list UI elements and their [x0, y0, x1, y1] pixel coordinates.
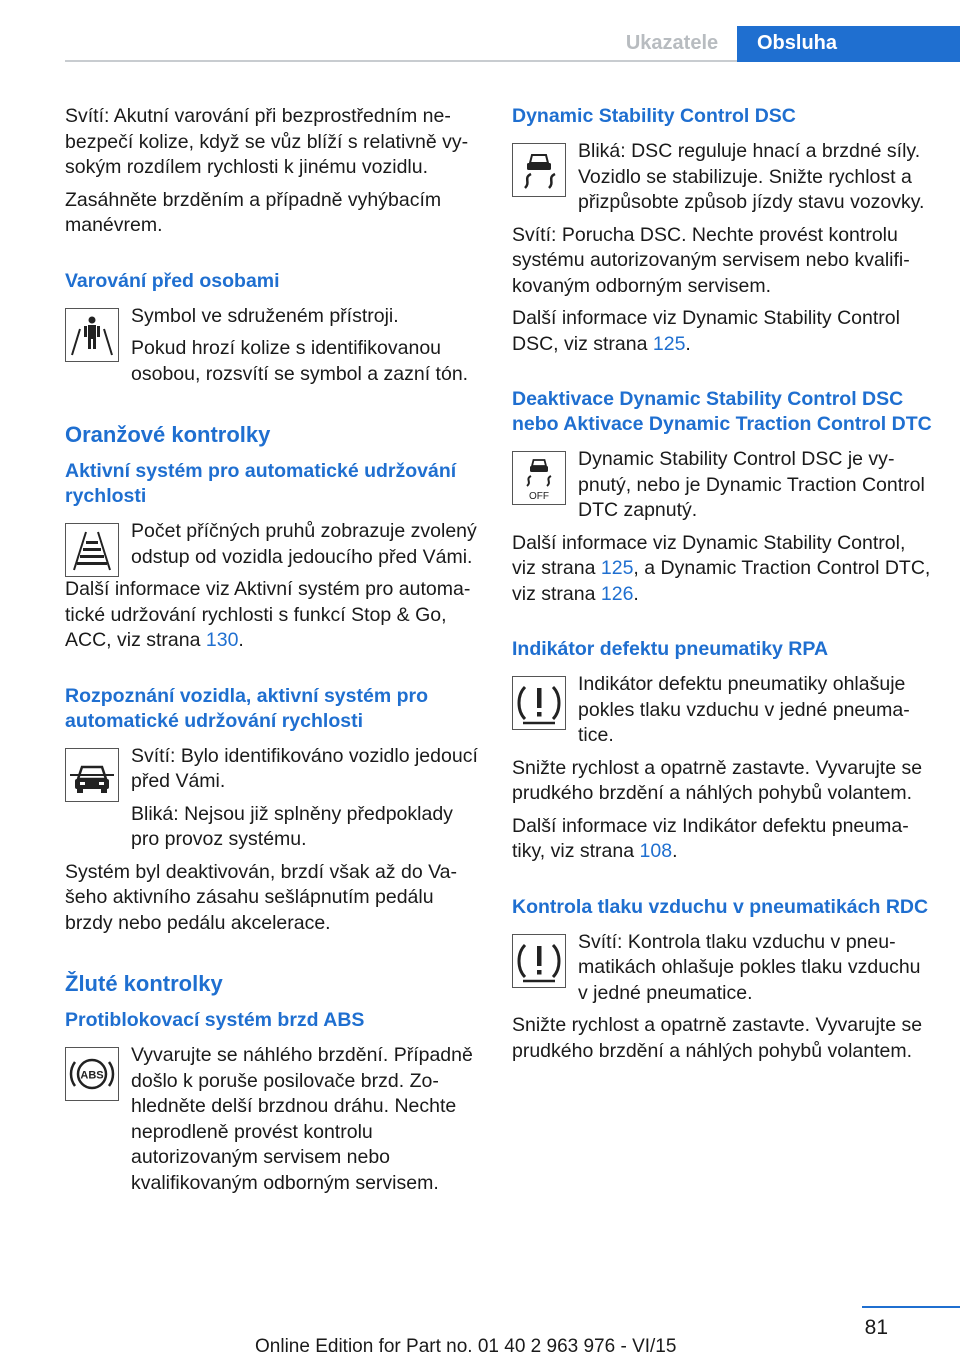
tire-warning-icon [512, 676, 566, 730]
warning-block [65, 744, 478, 937]
paragraph: Svítí: Bylo identifikováno vozidlo jedoucí před Vámi. [131, 744, 478, 792]
edition-footer: Online Edition for Part no. 01 40 2 963 976 - VI/15 [255, 1336, 677, 1357]
paragraph: Další informace viz Dynamic Stability Control, viz strana 125, a Dynamic Traction Control DTC, viz strana 126. [512, 531, 931, 605]
paragraph: Snižte rychlost a opatrně zastavte. Vyvarujte se prudkého brzdění a náhlých pohybů volantem. [512, 756, 923, 804]
abs-icon-text: ABS [80, 1069, 104, 1082]
warning-block [512, 672, 932, 865]
page-link[interactable]: 125 [652, 332, 686, 355]
right-column [512, 100, 932, 1071]
section-heading: Deaktivace Dynamic Stability Control DSC nebo Aktivace Dynamic Traction Control DTC [512, 388, 932, 435]
paragraph: Indikátor defektu pneumatiky ohlašuje pokles tlaku vzduchu v jedné pneumatice. [578, 673, 910, 746]
paragraph: Snižte rychlost a opatrně zastavte. Vyvarujte se prudkého brzdění a náhlých pohybů volantem. [512, 1014, 923, 1062]
paragraph: Vyvarujte se náhlého brzdění. Případně došlo k poruše posilovače brzd. Zohledněte delší brzdnou dráhu. Nechte neprodleně provést kontrolu autorizovaným servisem nebo kvalifikovaným odborným servisem. [131, 1044, 473, 1194]
pedestrian-warning-icon [65, 308, 119, 362]
tab-ukazatele[interactable]: Ukazatele [625, 32, 719, 54]
paragraph: Svítí: Akutní varování při bezprostředním nebezpečí kolize, když se vůz blíží s relativně vysokým rozdílem rychlosti k jinému vozidlu. [65, 105, 469, 178]
paragraph: Bliká: Nejsou již splněny předpoklady pro provoz systému. [131, 802, 453, 850]
section-heading: Rozpoznání vozidla, aktivní systém pro automatické udržování rychlosti [65, 684, 428, 732]
footer-rule [862, 1306, 960, 1308]
paragraph: Další informace viz Dynamic Stability Control DSC, viz strana 125. [512, 307, 900, 355]
page-link[interactable]: 126 [600, 582, 634, 605]
section-heading: Indikátor defektu pneumatiky RPA [512, 638, 829, 660]
tab-obsluha[interactable]: Obsluha [737, 26, 960, 62]
warning-block [65, 519, 478, 654]
paragraph: Systém byl deaktivován, brzdí však až do Vašeho aktivního zásahu sešlápnutím pedálu brzdy nebo pedálu akcelerace. [65, 860, 457, 934]
section-heading: Varování před osobami [65, 269, 280, 292]
warning-block [512, 139, 932, 357]
page-link[interactable]: 130 [205, 629, 239, 651]
paragraph: Další informace viz Aktivní systém pro automatické udržování rychlosti s funkcí Stop & Go, ACC, viz strana 130. [65, 578, 471, 651]
warning-block [512, 930, 932, 1065]
warning-block [65, 304, 478, 388]
section-heading: Aktivní systém pro automatické udržování rychlosti [65, 460, 457, 507]
paragraph: Symbol ve sdruženém přístroji. [131, 304, 399, 327]
paragraph: Počet příčných pruhů zobrazuje zvolený odstup od vozidla jedoucího před Vámi. [131, 520, 477, 568]
vehicle-detected-icon [65, 748, 119, 802]
dtc-icon-text: OFF [529, 491, 549, 502]
paragraph: Svítí: Porucha DSC. Nechte provést kontrolu systému autorizovaným servisem nebo kvalifikovaným odborným servisem. [512, 223, 910, 297]
page-number: 81 [864, 1316, 888, 1339]
dsc-skid-icon [512, 143, 566, 197]
page-link[interactable]: 108 [639, 840, 673, 862]
section-heading: Dynamic Stability Control DSC [512, 105, 796, 127]
abs-icon [65, 1047, 119, 1101]
chapter-heading: Oranžové kontrolky [65, 422, 271, 447]
section-heading: Kontrola tlaku vzduchu v pneumatikách RDC [512, 895, 929, 918]
paragraph: Dynamic Stability Control DSC je vypnutý, nebo je Dynamic Traction Control DTC zapnutý. [578, 448, 925, 521]
tire-pressure-icon [512, 934, 566, 988]
warning-block [512, 447, 932, 607]
dsc-off-icon [512, 451, 566, 505]
page-link[interactable]: 125 [600, 557, 634, 579]
section-heading: Protiblokovací systém brzd ABS [65, 1009, 365, 1031]
paragraph: Pokud hrozí kolize s identifikovanou osobou, rozsvítí se symbol a zazní tón. [131, 337, 469, 385]
chapter-heading: Žluté kontrolky [65, 971, 223, 996]
paragraph: Zasáhněte brzděním a případně vyhýbacím manévrem. [65, 188, 442, 236]
paragraph: Další informace viz Indikátor defektu pneumatiky, viz strana 108. [512, 814, 909, 862]
paragraph: Bliká: DSC reguluje hnací a brzdné síly. Vozidlo se stabilizuje. Snižte rychlost a přizpůsobte způsob jízdy stavu vozovky. [578, 140, 925, 213]
paragraph: Svítí: Kontrola tlaku vzduchu v pneumatikách ohlašuje pokles tlaku vzduchu v jedné pneumatice. [578, 930, 921, 1004]
warning-block [65, 1043, 478, 1196]
left-column [65, 100, 478, 1203]
distance-bars-icon [65, 523, 119, 577]
